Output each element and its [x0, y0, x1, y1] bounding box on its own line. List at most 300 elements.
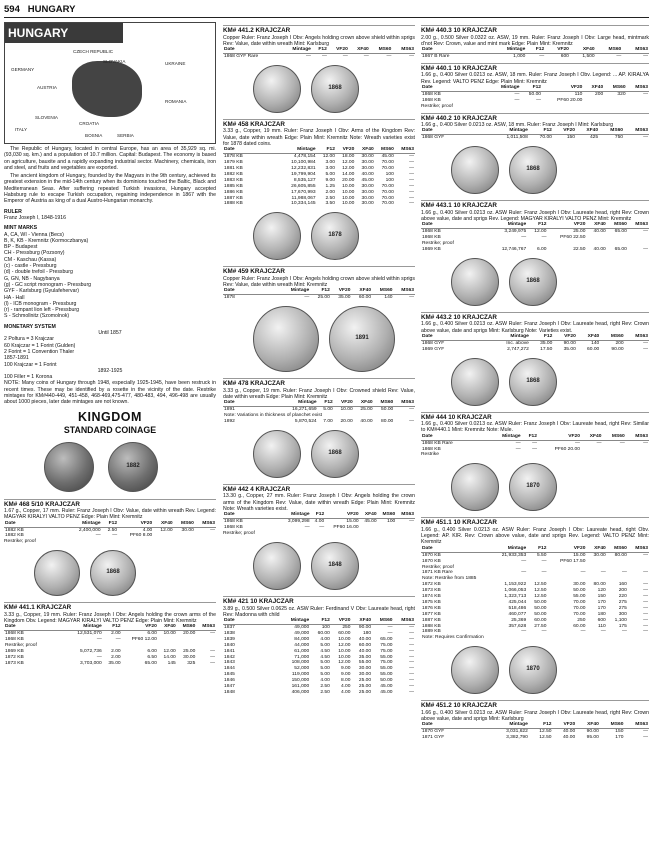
coin-heading: KM# 459 KRAJCZAR [223, 266, 415, 276]
list-item: A, CA, WI - Vienna (Becs) [4, 231, 64, 238]
table-cell: — [643, 346, 648, 352]
column-header: Mintage [489, 85, 520, 91]
table-cell: 50.00 [534, 611, 547, 617]
column-header: MS60 [599, 128, 624, 134]
column-header: MS63 [624, 128, 649, 134]
table-cell: 119,000 [291, 672, 310, 678]
table-cell: — [575, 440, 580, 446]
column-header: VF20 [545, 47, 570, 53]
list-item: (l) - ICB monogram - Pressburg [4, 300, 77, 307]
table-cell: 25.00 [360, 407, 373, 413]
column-header: VF20 [334, 400, 354, 406]
table-cell: 25.00 [183, 649, 196, 655]
table-cell: 55.00 [380, 672, 393, 678]
column-header: Mintage [68, 521, 102, 527]
coin-heading: KM# 442 4 KRAJCZAR [223, 484, 415, 494]
table-cell: 1,323,713 [504, 594, 527, 600]
list-item: 100 Filler = 1 Korona [4, 374, 53, 381]
table-cell: 12.00 [160, 527, 173, 533]
table-cell: 275 [618, 605, 627, 611]
table-cell: 1879 KB [224, 160, 243, 166]
table-cell: — [600, 570, 606, 576]
column-header: MS60 [604, 85, 626, 91]
table-cell: 160 [618, 582, 627, 588]
coin-obverse-image [253, 65, 301, 113]
price-table [421, 128, 649, 141]
column-header: VF20 [548, 546, 587, 552]
table-cell: 20.00 [183, 631, 196, 637]
column-header: F12 [529, 722, 553, 728]
table-cell: 1,100 [614, 617, 627, 623]
page-header [4, 2, 649, 18]
table-cell: — [621, 629, 627, 635]
table-cell: — [409, 519, 414, 525]
table-cell: 35.00 [540, 340, 553, 346]
table-cell: 5.00 [323, 407, 333, 413]
coin-description: 1.66 g., 0.400 Silver 0.0213 oz. ASW, 18 mm. Ruler: Franz Joseph I Mint: Karlsburg [421, 122, 614, 129]
table-cell: 65.00 [614, 246, 627, 252]
coin-reverse-image [311, 430, 359, 478]
column-header: Mintage [489, 334, 529, 340]
price-table [223, 147, 415, 207]
price-table [421, 334, 649, 353]
table-cell: 25.00 [358, 689, 372, 695]
map-label: ITALY [15, 127, 28, 132]
table-cell: 7.00 [323, 419, 333, 425]
column-header: Date [421, 546, 489, 552]
table-cell: 1892 [224, 419, 235, 425]
table-cell: — [643, 617, 648, 623]
table-cell: 50.00 [534, 599, 547, 605]
coin-description: 1.66 g., 0.400 Silver 0.0213 oz. ASW, 18 mm. Ruler: Franz Joseph I Obv. Legend: ... AP. KIRALYA Rev. Legend: VALTO PENZ Edge: Plain Mint: Kremnitz [421, 72, 649, 85]
table-cell: 10,334,145 [291, 201, 316, 207]
table-cell: 1888 KB [224, 201, 243, 207]
list-item: (g) - GC script monogram - Pressburg [4, 281, 92, 288]
table-cell: 180 [597, 611, 606, 617]
table-cell: 70.00 [381, 201, 394, 207]
table-cell: — [600, 629, 606, 635]
table-cell: 12.00 [163, 649, 176, 655]
list-item: 60 Krajczar = 1 Forint (Gulden) [4, 342, 76, 349]
table-cell: 1847 [224, 684, 235, 690]
table-cell: 70.00 [573, 599, 586, 605]
table-cell: 140 [384, 295, 393, 301]
table-cell: — [515, 440, 521, 446]
table-cell: 2,400,000 [78, 527, 101, 533]
table-cell: — [409, 654, 414, 660]
table-cell: 5,870,524 [294, 419, 317, 425]
table-cell: 1872 KB [422, 582, 441, 588]
table-cell: — [409, 195, 414, 201]
table-cell: 18.00 [342, 154, 355, 160]
table-cell: 1839 [224, 636, 235, 642]
table-row [223, 419, 415, 425]
table-cell: 40.00 [562, 729, 576, 735]
table-cell: — [643, 340, 648, 346]
table-cell: 100 [385, 177, 394, 183]
table-cell: 5.00 [320, 642, 330, 648]
table-cell: 12.00 [338, 660, 351, 666]
table-cell: — [409, 666, 414, 672]
table-row [223, 295, 415, 301]
table-cell: — [643, 54, 648, 59]
table-cell: 12.00 [534, 229, 547, 235]
table-cell: 90.00 [563, 340, 576, 346]
table-cell: 1846 [224, 678, 235, 684]
coin-images [223, 62, 415, 116]
table-cell: 1845 [224, 672, 235, 678]
table-cell: — [115, 637, 121, 643]
table-cell: 50.00 [381, 407, 394, 413]
column-header: XF40 [153, 521, 173, 527]
coin-reverse-image [311, 65, 359, 113]
price-table [223, 47, 415, 60]
table-cell: — [409, 295, 414, 301]
ruler-label: RULER [4, 208, 22, 215]
column-header: MS60 [374, 400, 395, 406]
table-cell: 145 [167, 660, 176, 666]
table-cell: PF60 20.00 [557, 97, 583, 103]
column-header: MS63 [624, 722, 649, 728]
table-cell: — [643, 570, 648, 576]
table-cell: 1868 KB [224, 519, 243, 525]
table-cell: — [514, 97, 520, 103]
table-cell: 49,000 [294, 625, 310, 630]
table-cell: 1868 KB Rare [422, 440, 453, 446]
table-cell: — [643, 246, 648, 252]
table-cell: 1868 GYF [422, 340, 445, 346]
column-header: Mintage [489, 47, 526, 53]
table-cell: — [409, 419, 414, 425]
coin-date: 1868 [328, 84, 342, 91]
table-cell: 320 [617, 91, 626, 97]
table-cell: 1,153,922 [504, 582, 527, 588]
table-cell: 1868 KB [5, 637, 24, 643]
coin-date: 1868 [526, 166, 540, 173]
table-cell: 17,670,993 [291, 189, 316, 195]
table-note: Note: Requires Confirmation [422, 635, 484, 641]
table-note: Note: Restrike from 1885 [422, 576, 477, 582]
hungary-shape [72, 61, 142, 117]
table-cell: PF60 12.00 [131, 637, 157, 643]
table-cell: 1868 KB [5, 631, 24, 637]
table-cell: 9.00 [325, 177, 335, 183]
column-header: VF20 [118, 521, 153, 527]
column-header: F12 [526, 47, 545, 53]
table-cell: — [409, 630, 414, 636]
table-cell: 110 [574, 91, 583, 97]
table-cell: 406,000 [291, 689, 310, 695]
table-cell: 70.00 [381, 195, 394, 201]
table-cell: 1874 KB [422, 594, 441, 600]
price-table [223, 400, 415, 425]
column-header: F12 [522, 434, 538, 440]
column-header: MS60 [596, 47, 623, 53]
coin-reverse-image [509, 463, 557, 511]
map-title: HUNGARY [5, 23, 123, 43]
table-cell: — [643, 599, 648, 605]
table-cell: 70.00 [573, 605, 586, 611]
table-cell: 5,072,736 [79, 649, 102, 655]
table-cell: 40.00 [593, 229, 606, 235]
column-header: F12 [102, 521, 119, 527]
table-cell: 1842 [224, 654, 235, 660]
table-row [421, 635, 649, 641]
list-item: BP - Budapest [4, 244, 38, 251]
column-header: Date [421, 222, 489, 228]
table-cell: — [409, 154, 414, 160]
table-cell: 30.00 [361, 189, 374, 195]
price-table [421, 434, 649, 453]
table-cell: 14.00 [163, 654, 176, 660]
table-cell: 4.00 [314, 519, 325, 525]
coin-description: 1.66 g., 0.400 Silver 0.0213 oz. ASW Ruler: Franz Joseph I Obv: Laureate head, right Rev: Similar to KM#440.1 Mint: Kremnitz Note: Mule. [421, 421, 649, 434]
column-header: MS63 [394, 400, 415, 406]
price-table [223, 512, 415, 531]
table-cell: 1868 KB [422, 97, 441, 103]
table-cell: — [616, 54, 622, 59]
table-cell: 1838 [224, 630, 235, 636]
table-cell: — [521, 558, 527, 564]
table-cell: 2.00 [325, 189, 335, 195]
map-label: CZECH REPUBLIC [73, 49, 114, 54]
coin-date: 1868 [526, 277, 540, 284]
table-cell: 1881 KB [224, 166, 243, 172]
list-item: 1857-1891 [4, 355, 29, 362]
table-row [421, 347, 649, 353]
table-cell: 4.00 [320, 636, 330, 642]
table-cell: — [387, 625, 393, 630]
table-cell: 44,000 [294, 642, 310, 648]
price-table [421, 546, 649, 642]
coin-heading: KM# 443.2 10 KRAJCZAR [421, 312, 649, 322]
table-cell: 170 [615, 735, 624, 741]
table-cell: 49,000 [294, 630, 310, 636]
left-column [4, 22, 216, 667]
table-cell: 90.00 [611, 346, 624, 352]
column-header: F12 [103, 624, 122, 630]
table-cell: — [532, 446, 537, 452]
table-cell: 10.00 [342, 183, 355, 189]
table-cell: 30.00 [361, 201, 374, 207]
coin-heading: KM# 421 10 KRAJCZAR [223, 596, 415, 606]
coin-reverse-image [509, 646, 557, 694]
table-cell: 1882 KB [224, 171, 243, 177]
coin-images [223, 427, 415, 481]
column-header: F12 [310, 288, 331, 294]
table-cell: — [643, 594, 648, 600]
monetary-range: 1892-1925 [97, 367, 123, 374]
table-cell: PF60 17.50 [560, 558, 586, 564]
country-map [4, 22, 216, 144]
table-cell: 60.00 [573, 623, 586, 629]
column-header: Mintage [281, 147, 317, 153]
coin-description: 1.66 g., 0.400 Silver 0.0213 oz. ASW Ruler: Franz Joseph I Obv: Laureate head, right Rev: Crown above value, date and sprigs Mint: Karlsburg [421, 709, 649, 723]
coin-images [4, 438, 216, 496]
table-cell: 16,271,659 [292, 407, 317, 413]
table-cell: — [643, 582, 648, 588]
column-header: MS60 [607, 222, 628, 228]
table-cell: 1870 KB [422, 558, 441, 564]
table-cell: 1,500 [582, 54, 595, 59]
table-cell: 80.00 [614, 552, 627, 558]
price-table [4, 624, 216, 666]
table-cell: 1837 [224, 625, 235, 630]
table-cell: 30.00 [593, 552, 606, 558]
table-cell: 140 [591, 340, 600, 346]
table-cell: — [387, 630, 393, 636]
table-cell: 75.00 [380, 660, 393, 666]
table-cell: 300 [618, 611, 627, 617]
table-cell: — [514, 91, 520, 97]
coin-reverse-image [90, 550, 136, 596]
table-cell: 65.00 [614, 229, 627, 235]
table-cell: 108,000 [291, 660, 310, 666]
table-cell: 110 [597, 623, 606, 629]
table-cell: 1867 B Rare [422, 54, 450, 59]
list-item: GYF - Karlsburg (Gyulafehervar) [4, 288, 79, 295]
table-cell: 26,605,855 [291, 183, 316, 189]
column-header: MS63 [627, 85, 649, 91]
table-cell: — [319, 525, 325, 531]
mint-marks-label: MINT MARKS [4, 225, 38, 232]
table-cell: 40.00 [562, 735, 576, 741]
table-cell: 3,099,298 [287, 519, 310, 525]
coin-heading: KM# 441.2 KRAJCZAR [223, 25, 415, 35]
table-cell: 1868 KB [422, 235, 441, 241]
table-cell: 1876 KB [422, 605, 441, 611]
coin-date: 1870 [526, 666, 540, 673]
price-table [421, 222, 649, 253]
table-cell: 150,000 [291, 678, 310, 684]
mint-marks-list [4, 232, 216, 320]
table-cell: 460,077 [508, 611, 527, 617]
table-cell: 30.00 [358, 672, 372, 678]
table-cell: 1882 KB [5, 533, 24, 539]
table-row [223, 54, 415, 60]
table-cell: 100 [321, 625, 330, 630]
table-note: Restrike; proof [5, 643, 37, 649]
table-cell: 1844 [224, 666, 235, 672]
coin-images [421, 355, 649, 409]
table-cell: — [409, 678, 414, 684]
table-cell: 70.00 [573, 611, 586, 617]
table-cell: 220 [618, 594, 627, 600]
table-cell: 25.00 [358, 678, 372, 684]
table-cell: 250 [577, 617, 586, 623]
table-cell: 1870 GYF [422, 729, 445, 735]
table-cell: 3,249,975 [504, 229, 527, 235]
table-cell: 55.00 [380, 654, 393, 660]
middle-column [223, 22, 415, 696]
table-cell: 175 [618, 623, 627, 629]
column-header: XF40 [354, 400, 374, 406]
column-header: VF20 [553, 722, 577, 728]
table-cell: 10.00 [340, 407, 353, 413]
table-cell: 55.00 [380, 666, 393, 672]
coin-reverse-image [509, 258, 557, 306]
table-cell: 1887 KB [224, 195, 243, 201]
table-cell: 4.00 [320, 678, 330, 684]
coin-obverse-image [451, 258, 499, 306]
table-cell: 4.00 [340, 689, 351, 695]
table-cell: 45.00 [364, 519, 377, 525]
table-cell: 3.50 [325, 201, 335, 207]
coin-note: Restrike [421, 452, 439, 458]
table-cell: 325 [187, 660, 196, 666]
column-header: XF40 [158, 624, 177, 630]
coin-reverse-image [509, 358, 557, 406]
coin-reverse-image [329, 306, 395, 372]
table-cell: — [409, 684, 414, 690]
column-header: Mintage [489, 222, 527, 228]
table-cell: 12.50 [539, 735, 552, 741]
intro-paragraph: The ancient kingdom of Hungary, founded by the Magyars in the 9th century, achieved its greatest extension in the mid-14th century when its dominions touched the Baltic, Black and Mediterranean Seas. After suffering repeated Turkish invasions, Hungary accepted Habsburg rule to escape Turkish occupation, regaining independence in 1867 with the Emperor of Austria as king of a dual Austro-Hungarian monarchy. [4, 173, 216, 205]
table-cell: 95.00 [586, 735, 599, 741]
table-cell: 45.00 [361, 177, 374, 183]
table-cell: 30.00 [361, 183, 374, 189]
coin-listings [4, 499, 216, 667]
table-cell: 1841 [224, 648, 235, 654]
column-header: Mintage [489, 128, 528, 134]
column-header: Date [4, 521, 68, 527]
table-cell: 8,535,127 [293, 177, 316, 183]
table-cell: 1878 [224, 295, 235, 301]
map-label: SLOVENIA [35, 115, 58, 120]
column-header: XF40 [577, 334, 600, 340]
table-cell: 10.00 [338, 654, 351, 660]
table-cell: Inc. above [506, 340, 529, 346]
table-cell: 70.00 [539, 135, 552, 141]
column-header: VF20 [331, 618, 352, 624]
table-row [223, 690, 415, 696]
table-cell: 1,066,053 [504, 588, 527, 594]
table-cell: 9.00 [340, 666, 351, 672]
list-item: G, GN, NB - Nagybanya [4, 275, 60, 282]
table-cell: 15.00 [346, 519, 359, 525]
table-cell: 1868 GYF [422, 135, 445, 141]
table-cell: 12.00 [342, 160, 355, 166]
table-note: Restrike; proof [422, 241, 454, 247]
table-cell: — [536, 97, 542, 103]
table-cell: — [306, 54, 311, 59]
coin-obverse-image [253, 430, 301, 478]
table-row [421, 735, 649, 741]
table-cell: 10.00 [342, 195, 355, 201]
table-row [4, 661, 216, 667]
table-cell: 2.50 [107, 527, 118, 533]
column-header: F12 [311, 512, 326, 518]
table-cell: — [643, 588, 648, 594]
column-header: VF20 [553, 334, 576, 340]
coin-images [421, 643, 649, 697]
table-cell: 71,000 [294, 654, 310, 660]
column-header: Mintage [281, 618, 311, 624]
table-cell: — [643, 440, 648, 446]
table-cell: 4.50 [320, 648, 330, 654]
column-header: XF40 [586, 546, 606, 552]
column-header: MS60 [372, 618, 393, 624]
table-cell: 100 [387, 519, 396, 525]
table-cell: 40.00 [360, 419, 373, 425]
table-cell: — [643, 229, 648, 235]
table-cell: 1869 KB [5, 649, 24, 655]
table-cell: 35.00 [108, 660, 121, 666]
column-header: XF40 [583, 85, 604, 91]
column-header: Mintage [489, 546, 527, 552]
table-cell: — [619, 440, 625, 446]
price-table [223, 618, 415, 696]
